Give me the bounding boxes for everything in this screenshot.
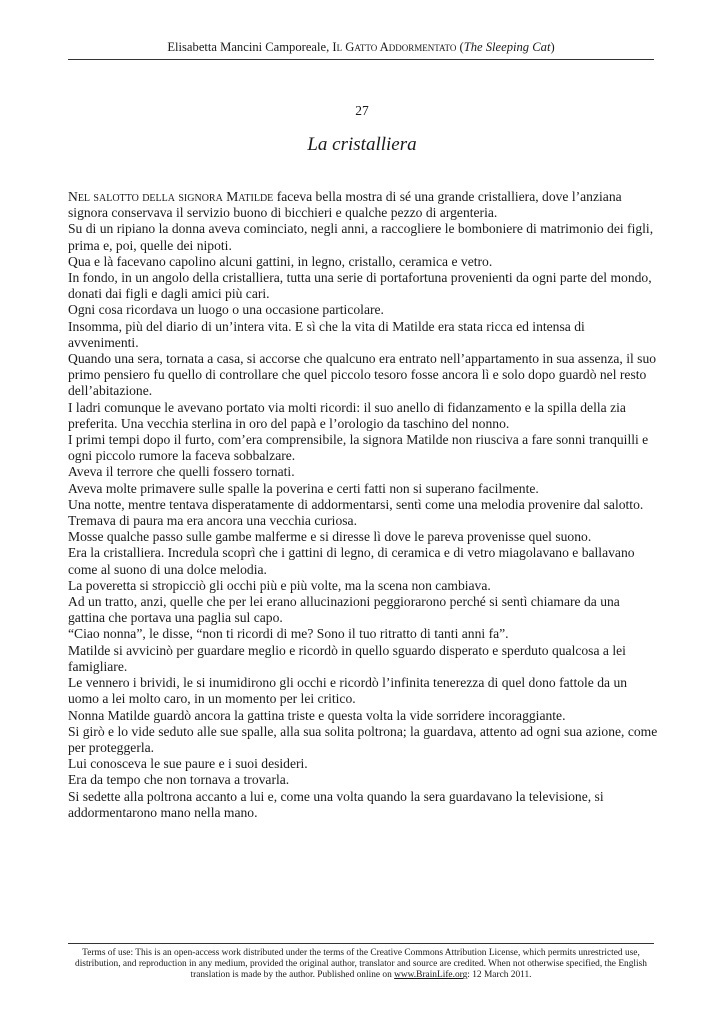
- paragraph: Ad un tratto, anzi, quelle che per lei erano allucinazioni peggiorarono perché si sentì chiamare da una gattina che portava una paglia sul capo.: [68, 594, 620, 626]
- paragraph: Una notte, mentre tentava disperatamente di addormentarsi, sentì come una melodia provenire dal salotto.: [68, 496, 644, 512]
- paragraph: Si sedette alla poltrona accanto a lui e, come una volta quando la sera guardavano la televisione, si addormentarono mano nella mano.: [68, 788, 604, 820]
- running-header: Elisabetta Mancini Camporeale, Il Gatto Addormentato (The Sleeping Cat): [68, 40, 654, 60]
- paragraph: Quando una sera, tornata a casa, si accorse che qualcuno era entrato nell’appartamento in sua assenza, il suo primo pensiero fu quello di controllare che quel piccolo tesoro fosse ancora lì e solo dopo guardò nel resto dell’abitazione.: [68, 351, 657, 399]
- header-book-title: Il Gatto Addormentato: [332, 40, 457, 54]
- paragraph: Su di un ripiano la donna aveva cominciato, negli anni, a raccogliere le bomboniere di matrimonio dei figli, prima e, poi, quelle dei nipoti.: [68, 221, 654, 253]
- footer-date: : 12 March 2011.: [467, 970, 532, 981]
- paragraph: “Ciao nonna”, le disse, “non ti ricordi di me? Sono il tuo ritratto di tanti anni fa”.: [68, 626, 509, 642]
- lead-in-smallcaps: Nel salotto della signora Matilde: [68, 189, 274, 204]
- footer-text: Terms of use: This is an open-access work distributed under the terms of the Creative Commons Attribution License, which permits unrestricted use, distribution, and reproduction in any medium, provided the original author, translator and source are credited. When not otherwise specified, the English translation is made by the author. Published online on: [75, 948, 647, 981]
- story-body: [68, 189, 658, 821]
- paragraph: Matilde si avvicinò per guardare meglio e ricordò in quello sguardo disperato e sperduto qualcosa a lei famigliare.: [68, 642, 626, 674]
- paragraph: Le vennero i brividi, le si inumidirono gli occhi e ricordò l’infinita tenerezza di quel dono fattole da un uomo a lei molto caro, in un momento per lei critico.: [68, 675, 628, 707]
- paragraph: Era da tempo che non tornava a trovarla.: [68, 772, 290, 788]
- terms-of-use-footer: [68, 943, 654, 982]
- paragraph-text: faceva bella mostra di sé una grande cristalliera, dove l’anziana signora conservava il servizio buono di bicchieri e qualche pezzo di argenteria.: [68, 189, 622, 221]
- paragraph: Ogni cosa ricordava un luogo o una occasione particolare.: [68, 302, 384, 318]
- header-english-title: The Sleeping Cat: [463, 40, 551, 54]
- paragraph: Era la cristalliera. Incredula scoprì che i gattini di legno, di ceramica e di vetro miagolavano e ballavano come al suono di una dolce melodia.: [68, 545, 635, 577]
- paragraph: Si girò e lo vide seduto alle sue spalle, alla sua solita poltrona; la guardava, attento ad ogni sua azione, come per proteggerla.: [68, 723, 658, 755]
- page-number: 27: [355, 103, 369, 118]
- paragraph: I primi tempi dopo il furto, com’era comprensibile, la signora Matilde non riusciva a fare sonni tranquilli e ogni piccolo rumore la faceva sobbalzare.: [68, 432, 649, 464]
- paragraph: Insomma, più del diario di un’intera vita. E sì che la vita di Matilde era stata ricca ed intensa di avvenimenti.: [68, 318, 585, 350]
- paragraph: Aveva molte primavere sulle spalle la poverina e certi fatti non si superano facilmente.: [68, 480, 539, 496]
- paragraph: Mosse qualche passo sulle gambe malferme e si diresse lì dove le pareva provenisse quel suono.: [68, 529, 592, 545]
- paragraph: In fondo, in un angolo della cristalliera, tutta una serie di portafortuna provenienti da ogni parte del mondo, donati dai figli e dagli amici più cari.: [68, 270, 652, 302]
- paragraph: Tremava di paura ma era ancora una vecchia curiosa.: [68, 513, 357, 529]
- paragraph: Nonna Matilde guardò ancora la gattina triste e questa volta la vide sorridere incoraggiante.: [68, 707, 566, 723]
- paragraph: Lui conosceva le sue paure e i suoi desideri.: [68, 756, 308, 772]
- paragraph: I ladri comunque le avevano portato via molti ricordi: il suo anello di fidanzamento e la spilla della zia preferita. Una vecchia sterlina in oro del papà e l’orologio da taschino del nonno.: [68, 399, 626, 431]
- paragraph: Qua e là facevano capolino alcuni gattini, in legno, cristallo, ceramica e vetro.: [68, 253, 493, 269]
- brainlife-link[interactable]: www.BrainLife.org: [394, 970, 468, 981]
- chapter-title: La cristalliera: [307, 134, 417, 155]
- paragraph: Aveva il terrore che quelli fossero tornati.: [68, 464, 295, 480]
- first-paragraph: [68, 189, 658, 221]
- header-author: Elisabetta Mancini Camporeale,: [167, 40, 330, 54]
- paragraph: La poveretta si stropicciò gli occhi più e più volte, ma la scena non cambiava.: [68, 577, 491, 593]
